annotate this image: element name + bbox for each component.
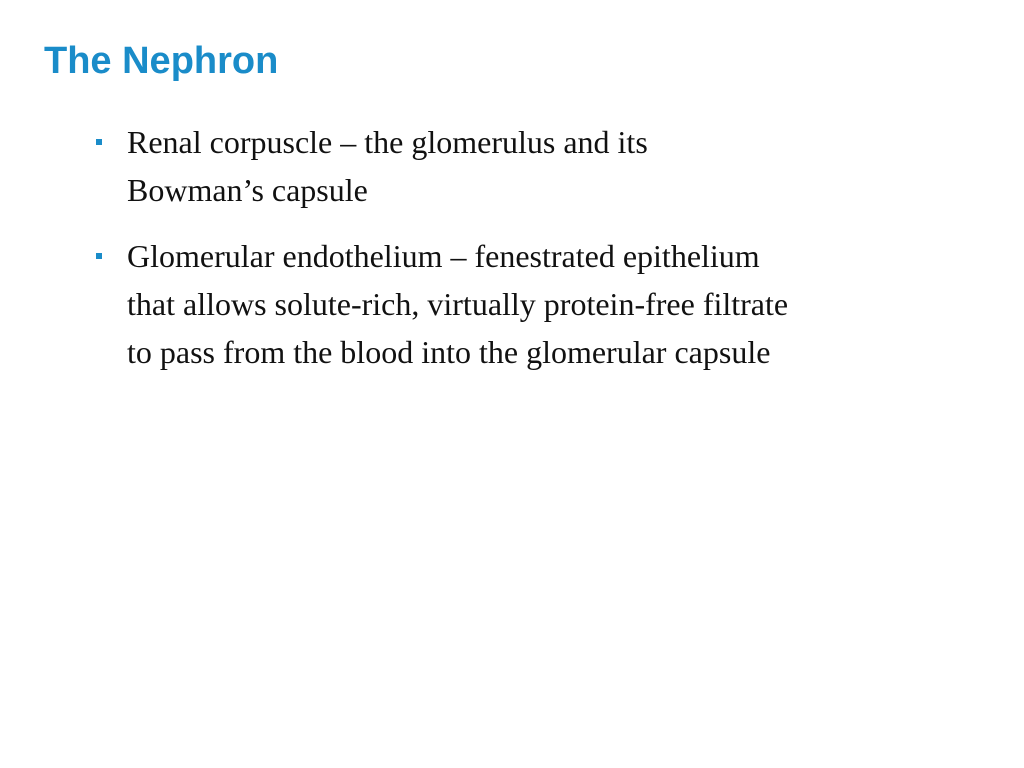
bullet-text-line: Bowman’s capsule bbox=[127, 172, 368, 208]
slide-title: The Nephron bbox=[44, 40, 279, 82]
bullet-text-line: that allows solute-rich, virtually protein-free filtrate bbox=[127, 286, 789, 322]
bullet-text-line: to pass from the blood into the glomerular capsule bbox=[127, 334, 771, 370]
square-bullet-icon bbox=[96, 139, 102, 145]
bullet-text-line: Renal corpuscle – the glomerulus and its bbox=[127, 124, 648, 160]
bullet-text-line: Glomerular endothelium – fenestrated epithelium bbox=[127, 238, 760, 274]
square-bullet-icon bbox=[96, 253, 102, 259]
bullet-item-renal-corpuscle bbox=[96, 118, 976, 214]
bullet-list bbox=[96, 118, 976, 394]
bullet-item-glomerular-endothelium bbox=[96, 232, 976, 376]
